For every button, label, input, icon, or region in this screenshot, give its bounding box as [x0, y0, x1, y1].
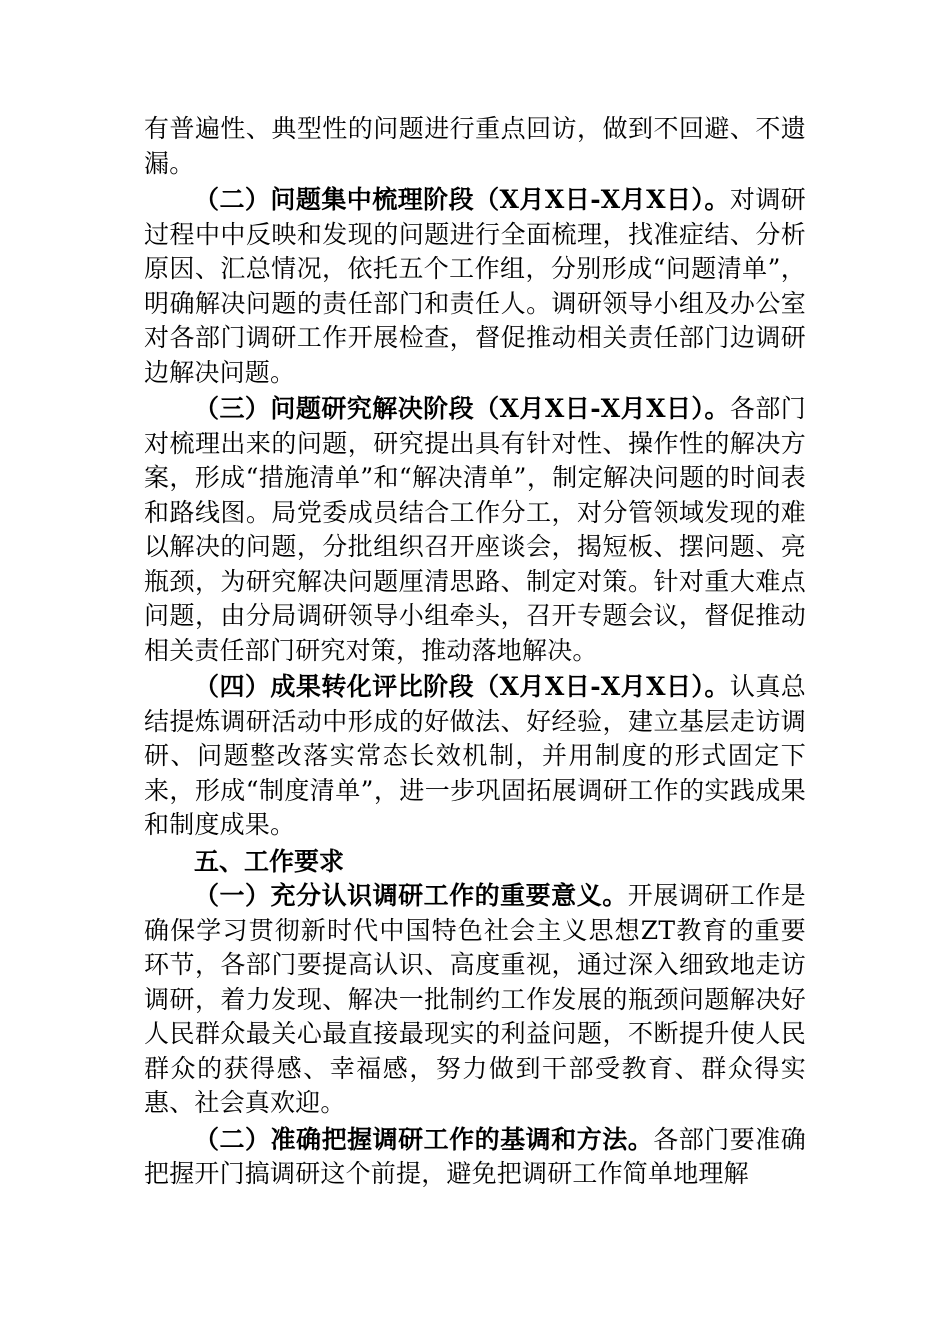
- stage-four-text: 认真总结提炼调研活动中形成的好做法、好经验，建立基层走访调研、问题整改落实常态长效机制，并用制度的形式固定下来，形成“制度清单”，进一步巩固拓展调研工作的实践成果和制度成果。: [144, 672, 806, 839]
- stage-three-text: 各部门对梳理出来的问题，研究提出具有针对性、操作性的解决方案，形成“措施清单”和“解决清单”，制定解决问题的时间表和路线图。局党委成员结合工作分工，对分管领域发现的难以解决的问题，分批组织召开座谈会，揭短板、摆问题、亮瓶颈，为研究解决问题厘清思路、制定对策。针对重大难点问题，由分局调研领导小组牵头，召开专题会议，督促推动相关责任部门研究对策，推动落地解决。: [144, 394, 806, 665]
- stage-four-title: （四）成果转化评比阶段（X月X日-X月X日）。: [194, 672, 730, 701]
- paragraph-stage-four: [144, 670, 806, 843]
- document-body: [144, 112, 806, 1192]
- requirement-two-title: （二）准确把握调研工作的基调和方法。: [194, 1124, 654, 1154]
- paragraph-continuation: 有普遍性、典型性的问题进行重点回访，做到不回避、不遗漏。: [144, 114, 806, 178]
- requirement-one-text: 开展调研工作是确保学习贯彻新时代中国特色社会主义思想ZT教育的重要环节，各部门要提高认识、高度重视，通过深入细致地走访调研，着力发现、解决一批制约工作发展的瓶颈问题解决好人民群众最关心最直接最现实的利益问题，不断提升使人民群众的获得感、幸福感，努力做到干部受教育、群众得实惠、社会真欢迎。: [144, 881, 806, 1117]
- paragraph-stage-two: [144, 183, 806, 390]
- paragraph-requirement-two: [144, 1123, 806, 1192]
- paragraph-requirement-one: [144, 879, 806, 1121]
- requirement-one-title: （一）充分认识调研工作的重要意义。: [194, 881, 628, 910]
- stage-three-title: （三）问题研究解决阶段（X月X日-X月X日）。: [194, 394, 730, 423]
- stage-two-title: （二）问题集中梳理阶段（X月X日-X月X日）。: [194, 185, 730, 214]
- section-heading-work-requirements: 五、工作要求: [194, 846, 345, 876]
- stage-two-text: 对调研过程中中反映和发现的问题进行全面梳理，找准症结、分析原因、汇总情况，依托五个工作组，分别形成“问题清单”，明确解决问题的责任部门和责任人。调研领导小组及办公室对各部门调研工作开展检查，督促推动相关责任部门边调研边解决问题。: [144, 185, 806, 387]
- requirement-two-text: 各部门要准确把握开门搞调研这个前提，避免把调研工作简单地理解: [144, 1124, 806, 1188]
- paragraph-stage-three: [144, 392, 806, 668]
